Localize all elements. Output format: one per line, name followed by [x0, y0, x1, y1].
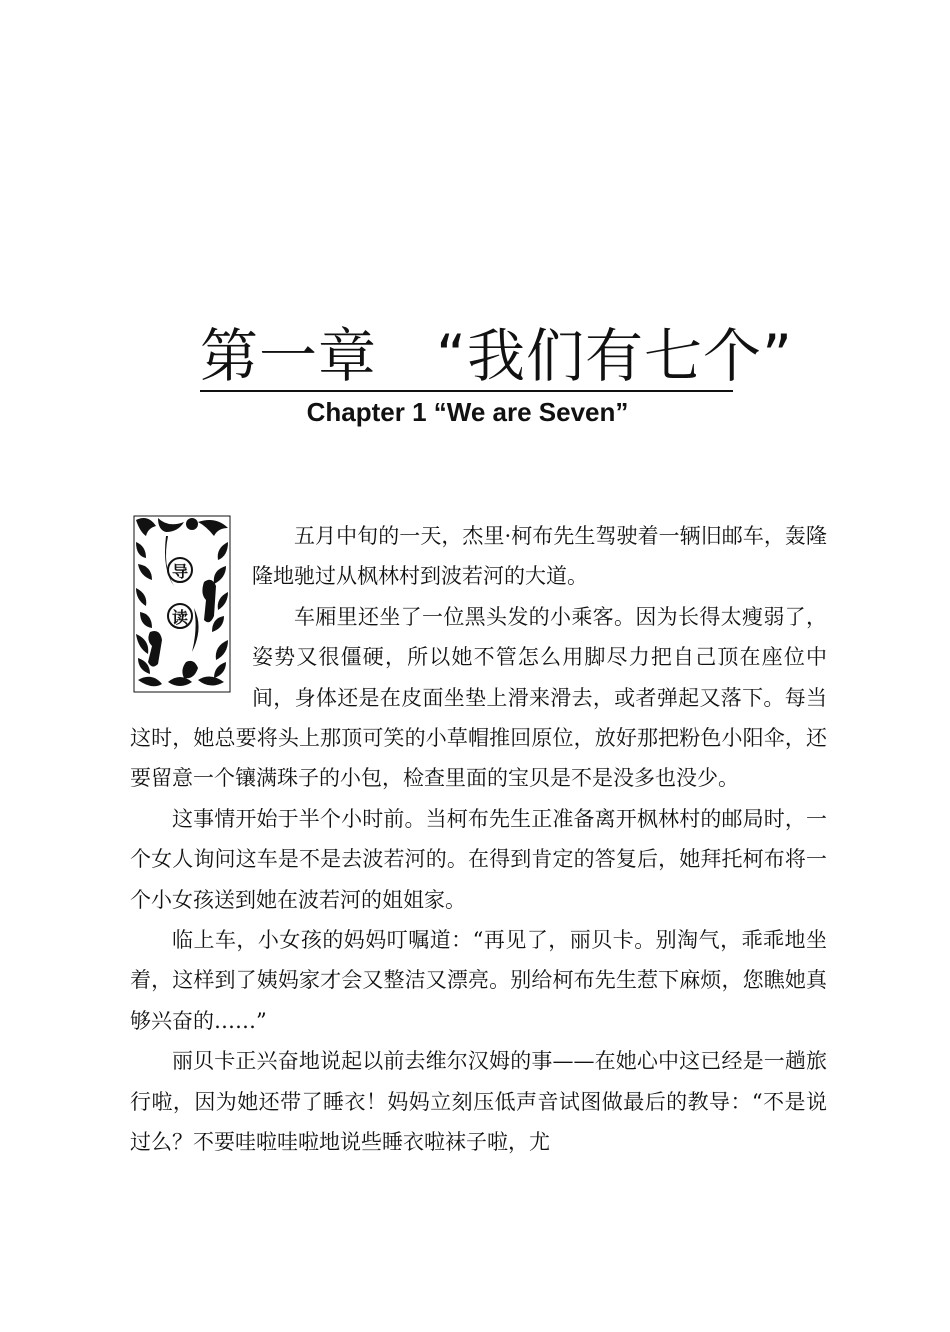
- title-underline: [200, 390, 733, 392]
- paragraph: 丽贝卡正兴奋地说起以前去维尔汉姆的事——在她心中这已经是一趟旅行啦，因为她还带了睡衣！妈妈立刻压低声音试图做最后的教导：“不是说过么？不要哇啦哇啦地说些睡衣啦袜子啦，尤: [130, 1049, 827, 1155]
- chapter-title-chinese: 第一章 “我们有七个”: [200, 322, 794, 390]
- chapter-body: [130, 516, 827, 1163]
- paragraph: 临上车，小女孩的妈妈叮嘱道：“再见了，丽贝卡。别淘气，乖乖地坐着，这样到了姨妈家才会又整洁又漂亮。别给柯布先生惹下麻烦，您瞧她真够兴奋的……”: [130, 928, 827, 1033]
- emblem-char-top: 导: [171, 562, 189, 581]
- paragraph: 五月中旬的一天，杰里·柯布先生驾驶着一辆旧邮车，轰隆隆地驰过从枫林村到波若河的大道。: [252, 524, 827, 589]
- paragraph: 车厢里还坐了一位黑头发的小乘客。因为长得太瘦弱了，姿势又很僵硬，所以她不管怎么用脚尽力把自己顶在座位中间，身体还是在皮面坐垫上滑来滑去，或者弹起又落下。每当这时，她总要将头上那顶可笑的小草帽推回原位，放好那把粉色小阳伞，还要留意一个镶满珠子的小包，检查里面的宝贝是不是没多也没少。: [130, 604, 827, 791]
- emblem-text-wrap-spacer: [130, 516, 252, 716]
- paragraph: 这事情开始于半个小时前。当柯布先生正准备离开枫林村的邮局时，一个女人询问这车是不是去波若河的。在得到肯定的答复后，她拜托柯布将一个小女孩送到她在波若河的姐姐家。: [130, 806, 827, 912]
- chapter-title-english: Chapter 1 “We are Seven”: [306, 397, 629, 427]
- emblem-char-bottom: 读: [171, 608, 189, 627]
